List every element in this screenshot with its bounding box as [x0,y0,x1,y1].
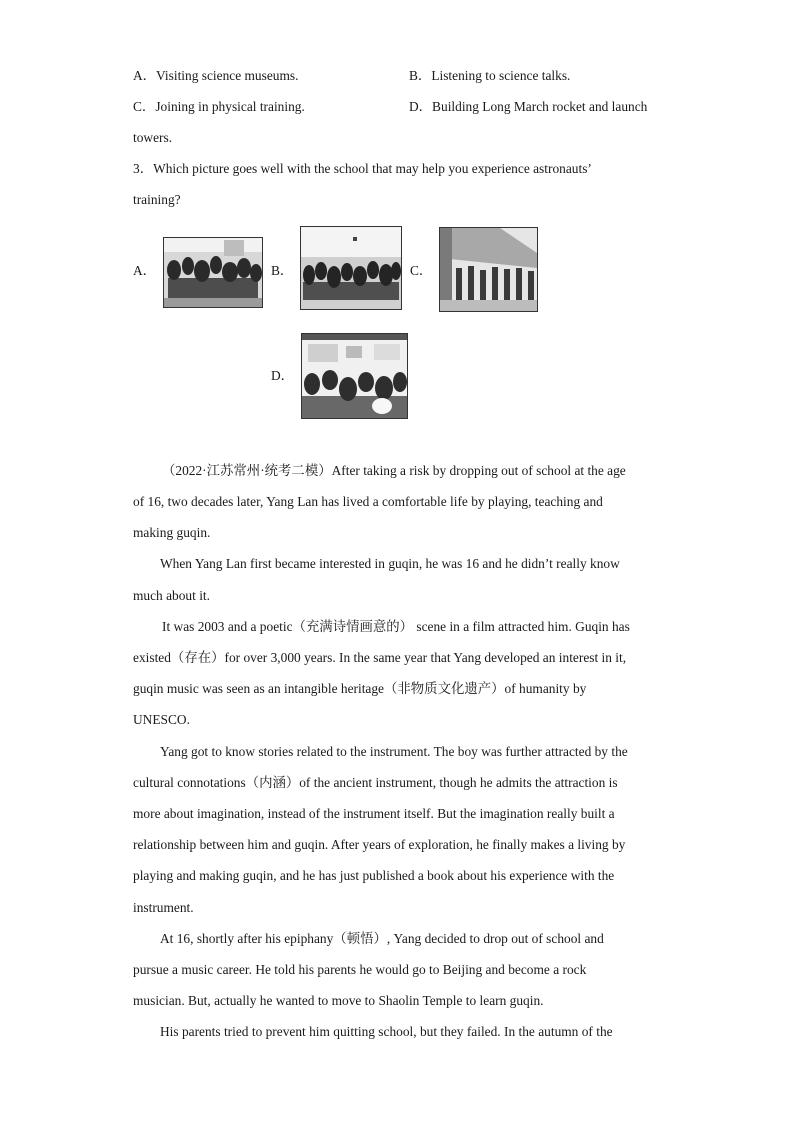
passage-line-15: instrument. [133,900,194,915]
option-d-continued: towers. [133,130,173,145]
picture-b[interactable] [300,226,402,310]
passage-line-18: musician. But, actually he wanted to move to Shaolin Temple to learn guqin. [133,993,544,1008]
question-3-text: 3．Which picture goes well with the school that may help you experience astronauts’ [133,161,592,176]
passage-line-5: much about it. [133,588,210,603]
picture-label-b: B． [271,263,294,278]
passage-line-13: relationship between him and guqin. After years of exploration, he finally makes a living by [133,837,626,852]
passage-line-16: At 16, shortly after his epiphany（顿悟）, Yang decided to drop out of school and [160,931,604,946]
passage-line-12: more about imagination, instead of the instrument itself. But the imagination really built a [133,806,615,821]
passage-line-9: UNESCO. [133,712,190,727]
picture-a[interactable] [163,237,263,308]
passage-line-6: It was 2003 and a poetic（充满诗情画意的） scene in a film attracted him. Guqin has [162,619,630,634]
passage-line-14: playing and making guqin, and he has just published a book about his experience with the [133,868,615,883]
passage-line-1: （2022·江苏常州·统考二模）After taking a risk by dropping out of school at the age [162,463,626,478]
passage-line-17: pursue a music career. He told his parents he would go to Beijing and become a rock [133,962,587,977]
question-3-text-continued: training? [133,192,181,207]
passage-line-7: existed（存在）for over 3,000 years. In the same year that Yang developed an interest in it, [133,650,627,665]
picture-d[interactable] [301,333,408,419]
passage-line-4: When Yang Lan first became interested in guqin, he was 16 and he didn’t really know [160,556,620,571]
picture-c[interactable] [439,227,538,312]
option-b: B．Listening to science talks. [409,68,571,83]
passage-line-10: Yang got to know stories related to the instrument. The boy was further attracted by the [160,744,628,759]
passage-line-11: cultural connotations（内涵）of the ancient instrument, though he admits the attraction is [133,775,618,790]
passage-line-8: guqin music was seen as an intangible heritage（非物质文化遗产）of humanity by [133,681,587,696]
passage-line-19: His parents tried to prevent him quitting school, but they failed. In the autumn of the [160,1024,613,1039]
picture-label-d: D． [271,368,295,383]
option-d: D．Building Long March rocket and launch [409,99,648,114]
passage-line-2: of 16, two decades later, Yang Lan has lived a comfortable life by playing, teaching and [133,494,603,509]
passage-line-3: making guqin. [133,525,211,540]
option-a: A．Visiting science museums. [133,68,299,83]
picture-label-a: A． [133,263,157,278]
picture-label-c: C． [410,263,433,278]
option-c: C．Joining in physical training. [133,99,305,114]
